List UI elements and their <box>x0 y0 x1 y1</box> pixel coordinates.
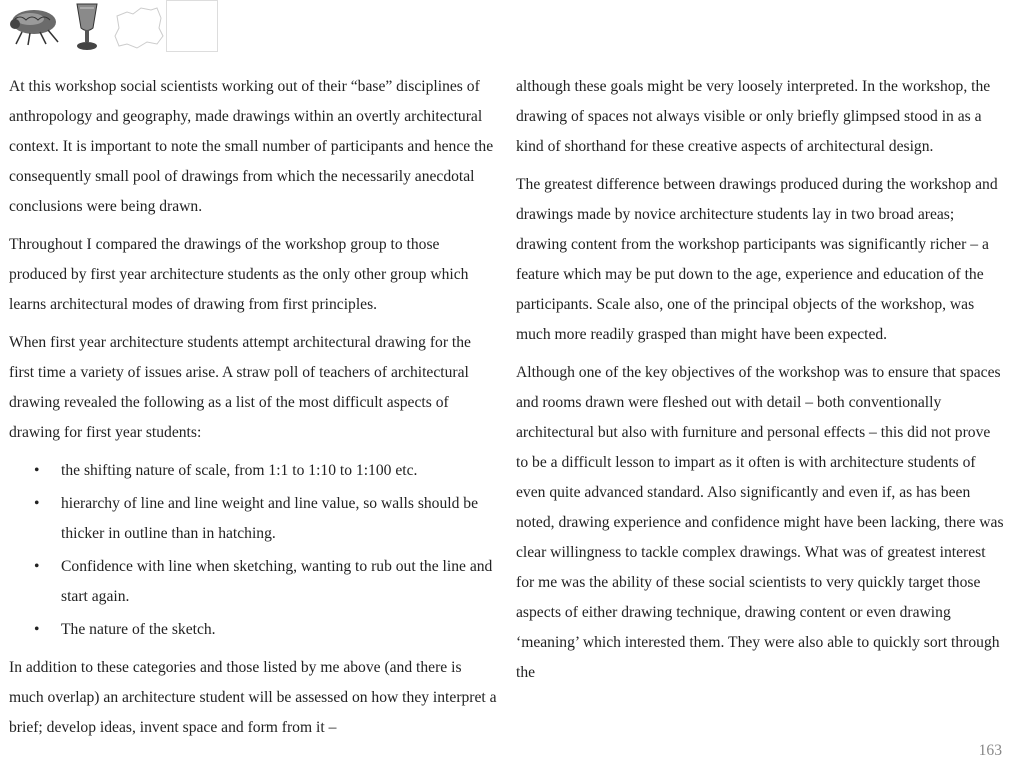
blank-frame-icon <box>166 0 218 52</box>
right-paragraph-3: Although one of the key objectives of the workshop was to ensure that spaces and rooms drawn were fleshed out with detail – both conventionally architectural but also with furniture and personal effects – this did not prove to be a difficult lesson to impart as it often is with architecture students of even quite advanced standard. Also significantly and even if, as has been noted, drawing experience and confidence might have been lacking, there was clear willingness to tackle complex drawings. What was of greatest interest for me was the ability of these social scientists to very quickly target those aspects of either drawing technique, drawing content or even drawing ‘meaning’ which interested them. They were also able to quickly sort through the <box>516 364 1004 681</box>
list-item-text: hierarchy of line and line weight and line value, so walls should be thicker in outline than in hatching. <box>61 495 479 542</box>
bullet-icon: • <box>34 495 40 512</box>
flea-engraving-icon <box>8 4 60 48</box>
goblet-engraving-icon <box>74 2 100 52</box>
right-paragraph-1: although these goals might be very loosely interpreted. In the workshop, the drawing of spaces not always visible or only briefly glimpsed stood in as a kind of shorthand for these creative aspects of architectural design. <box>516 78 991 155</box>
list-item <box>9 552 497 612</box>
list-item <box>9 456 497 486</box>
left-column <box>9 72 497 751</box>
bullet-icon: • <box>34 621 40 638</box>
list-item-text: the shifting nature of scale, from 1:1 to 1:10 to 1:100 etc. <box>61 462 418 479</box>
right-paragraph-2: The greatest difference between drawings produced during the workshop and drawings made by novice architecture students lay in two broad areas; drawing content from the workshop participants was significantly richer – a feature which may be put down to the age, experience and education of the participants. Scale also, one of the principal objects of the workshop, was much more readily grasped than might have been expected. <box>516 176 998 343</box>
map-outline-icon <box>113 4 165 50</box>
left-paragraph-1: At this workshop social scientists working out of their “base” disciplines of anthropology and geography, made drawings within an overtly architectural context. It is important to note the small number of participants and hence the consequently small pool of drawings from which the necessarily anecdotal conclusions were being drawn. <box>9 78 494 215</box>
right-column <box>516 72 1006 696</box>
header-icon-strip <box>8 0 228 56</box>
difficulty-list <box>9 456 497 645</box>
list-item <box>9 615 497 645</box>
list-item-text: The nature of the sketch. <box>61 621 216 638</box>
bullet-icon: • <box>34 558 40 575</box>
left-paragraph-2: Throughout I compared the drawings of the workshop group to those produced by first year architecture students as the only other group which learns architectural modes of drawing from first principles. <box>9 236 469 313</box>
list-item-text: Confidence with line when sketching, wanting to rub out the line and start again. <box>61 558 493 605</box>
page-number: 163 <box>978 742 1002 759</box>
list-item <box>9 489 497 549</box>
left-paragraph-3: When first year architecture students attempt architectural drawing for the first time a variety of issues arise. A straw poll of teachers of architectural drawing revealed the following as a list of the most difficult aspects of drawing for first year students: <box>9 334 471 441</box>
bullet-icon: • <box>34 462 40 479</box>
left-paragraph-4: In addition to these categories and those listed by me above (and there is much overlap) an architecture student will be assessed on how they interpret a brief; develop ideas, invent space and form from it – <box>9 659 497 736</box>
